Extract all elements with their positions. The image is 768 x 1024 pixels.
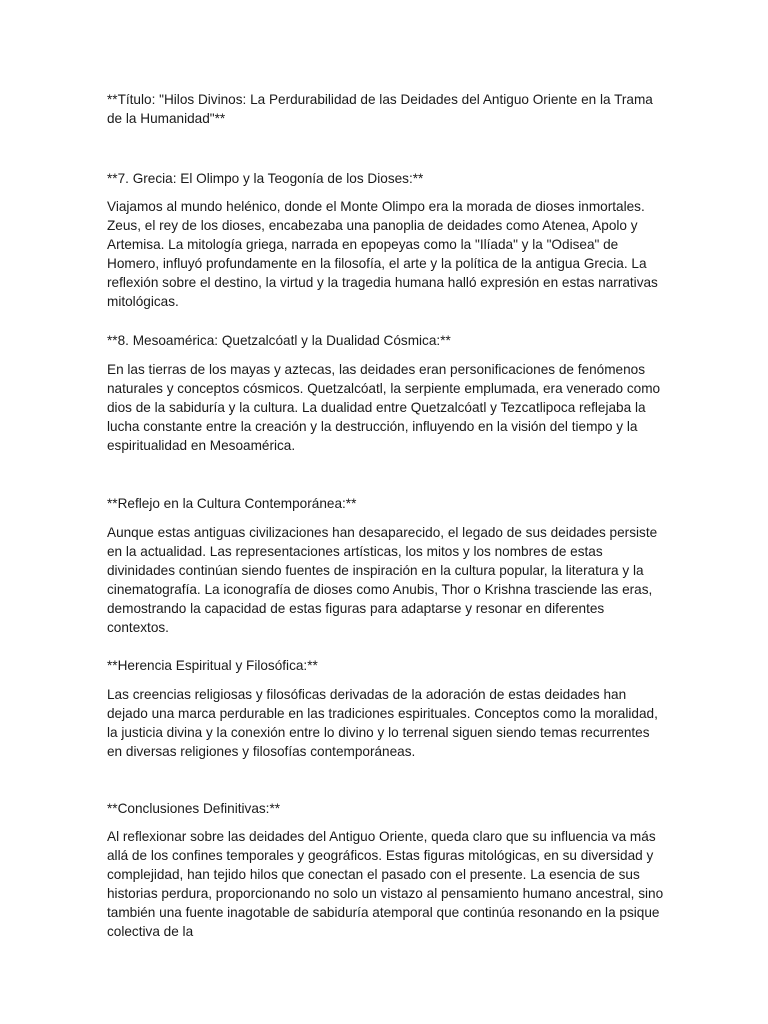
section-body-herencia: Las creencias religiosas y filosóficas derivadas de la adoración de estas deidades han dejado una marca perdurable en las tradiciones espirituales. Conceptos como la moralidad, la justicia divina y la conexión entre lo divino y lo terrenal siguen siendo temas recurrentes en diversas religiones y filosofías contemporáneas. xyxy=(107,687,658,759)
section-heading-herencia: **Herencia Espiritual y Filosófica:** xyxy=(107,658,318,673)
document-title: **Título: "Hilos Divinos: La Perdurabilidad de las Deidades del Antiguo Oriente en la Trama de la Humanidad"** xyxy=(107,92,653,126)
section-body-grecia: Viajamos al mundo helénico, donde el Monte Olimpo era la morada de dioses inmortales. Zeus, el rey de los dioses, encabezaba una panoplia de deidades como Atenea, Apolo y Artemisa. La mitología griega, narrada en epopeyas como la "Ilíada" y la "Odisea" de Homero, influyó profundamente en la filosofía, el arte y la política de la antigua Grecia. La reflexión sobre el destino, la virtud y la tragedia humana halló expresión en estas narrativas mitológicas. xyxy=(107,199,658,309)
section-heading-reflejo: **Reflejo en la Cultura Contemporánea:** xyxy=(107,496,357,511)
section-body-mesoamerica: En las tierras de los mayas y aztecas, las deidades eran personificaciones de fenómenos naturales y conceptos cósmicos. Quetzalcóatl, la serpiente emplumada, era venerado como dios de la sabiduría y la cultura. La dualidad entre Quetzalcóatl y Tezcatlipoca reflejaba la lucha constante entre la creación y la destrucción, influyendo en la visión del tiempo y la espiritualidad en Mesoamérica. xyxy=(107,362,661,453)
section-body-conclusiones: Al reflexionar sobre las deidades del Antiguo Oriente, queda claro que su influencia va más allá de los confines temporales y geográficos. Estas figuras mitológicas, en su diversidad y complejidad, han tejido hilos que conectan el pasado con el presente. La esencia de sus historias perdura, proporcionando no solo un vistazo al pensamiento humano ancestral, sino también una fuente inagotable de sabiduría atemporal que continúa resonando en la psique colectiva de la xyxy=(107,829,664,939)
section-heading-grecia: **7. Grecia: El Olimpo y la Teogonía de los Dioses:** xyxy=(107,171,424,186)
section-body-reflejo: Aunque estas antiguas civilizaciones han desaparecido, el legado de sus deidades persiste en la actualidad. Las representaciones artísticas, los mitos y los nombres de estas divinidades continúan siendo fuentes de inspiración en la cultura popular, la literatura y la cinematografía. La iconografía de dioses como Anubis, Thor o Krishna trasciende las eras, demostrando la capacidad de estas figuras para adaptarse y resonar en diferentes contextos. xyxy=(107,525,658,635)
section-heading-mesoamerica: **8. Mesoamérica: Quetzalcóatl y la Dualidad Cósmica:** xyxy=(107,333,451,348)
section-heading-conclusiones: **Conclusiones Definitivas:** xyxy=(107,801,281,816)
